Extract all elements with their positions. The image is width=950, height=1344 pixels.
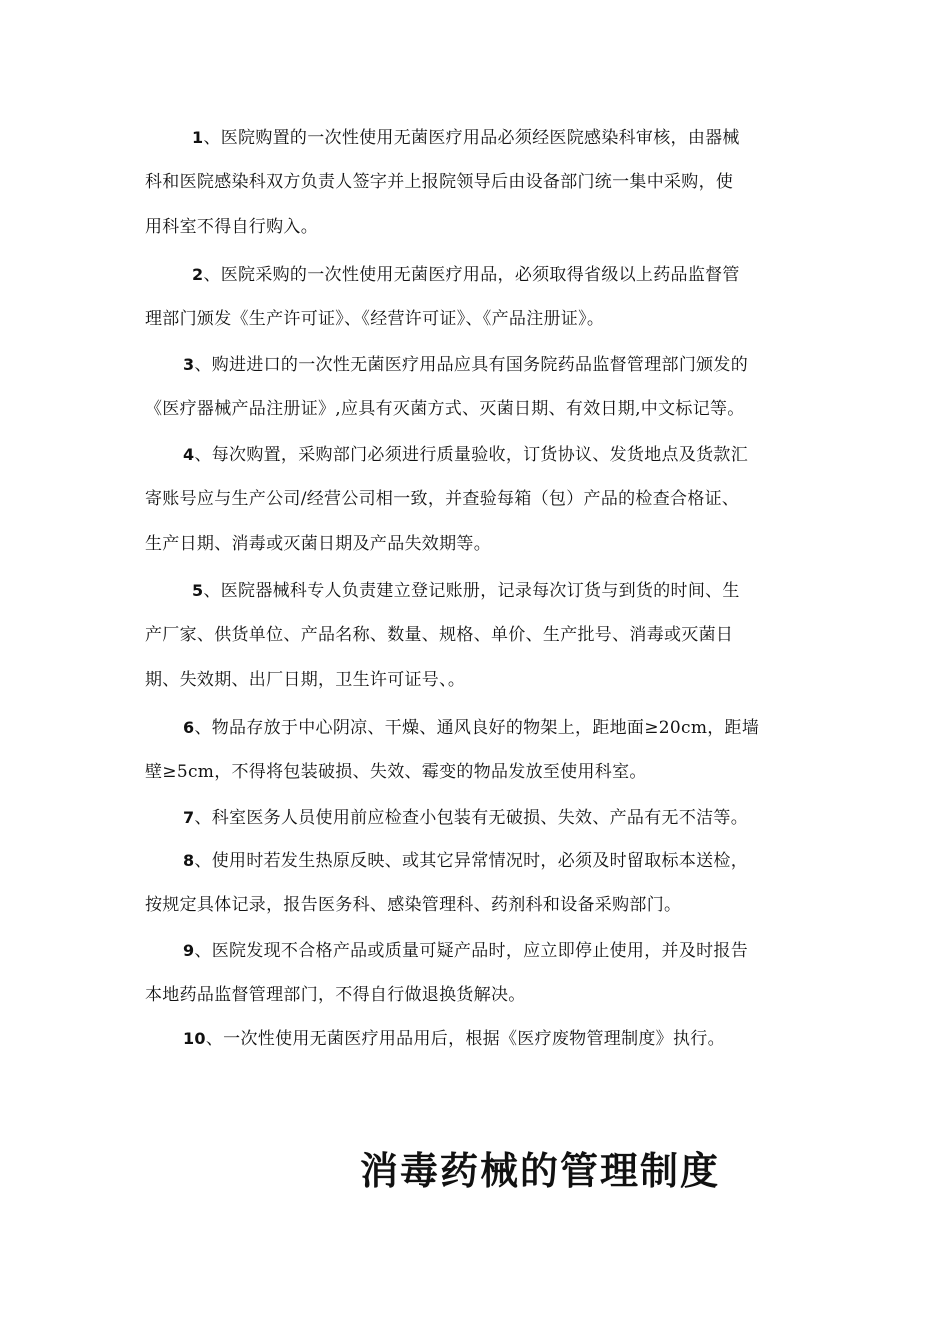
paragraph-10 [145,1016,805,1061]
paragraph-line: 科和医院感染科双方负责人签字并上报院领导后由设备部门统一集中采购，使 [145,172,734,192]
paragraph-line: 产厂家、供货单位、产品名称、数量、规格、单价、生产批号、消毒或灭菌日 [145,625,734,645]
item-text: 、物品存放于中心阴凉、干燥、通风良好的物架上，距地面≥20cm，距墙 [194,718,760,738]
item-text: 、医院采购的一次性使用无菌医疗用品，必须取得省级以上药品监督管 [203,265,740,285]
paragraph-line [145,568,805,613]
paragraph-line: 本地药品监督管理部门，不得自行做退换货解决。 [145,985,526,1005]
paragraph-8 [145,838,805,928]
item-number: 5 [192,581,204,600]
paragraph-line [145,342,805,387]
item-text: 、使用时若发生热原反映、或其它异常情况时，必须及时留取标本送检， [194,851,749,871]
item-number: 6 [183,718,195,737]
item-text: 、医院购置的一次性使用无菌医疗用品必须经医院感染科审核，由器械 [203,128,740,148]
paragraph-line: 生产日期、消毒或灭菌日期及产品失效期等。 [145,534,491,554]
paragraph-line [145,432,805,477]
item-number: 4 [183,445,195,464]
section-title: 消毒药械的管理制度 [360,1149,721,1193]
paragraph-line: 寄账号应与生产公司/经营公司相一致，并查验每箱（包）产品的检查合格证、 [145,489,740,509]
item-number: 8 [183,851,195,870]
item-number: 7 [183,808,195,827]
item-text: 、医院器械科专人负责建立登记账册，记录每次订货与到货的时间、生 [203,581,740,601]
item-text: 、一次性使用无菌医疗用品用后，根据《医疗废物管理制度》执行。 [205,1029,725,1049]
paragraph-2 [145,252,805,342]
paragraph-line [145,928,805,973]
item-number: 1 [192,128,204,147]
item-text: 、医院发现不合格产品或质量可疑产品时，应立即停止使用，并及时报告 [194,941,749,961]
paragraph-9 [145,928,805,1018]
paragraph-line [145,795,805,840]
paragraph-3 [145,342,805,432]
item-text: 、购进进口的一次性无菌医疗用品应具有国务院药品监督管理部门颁发的 [194,355,749,375]
paragraph-5 [145,568,805,703]
item-number: 2 [192,265,204,284]
paragraph-1 [145,115,805,250]
paragraph-7 [145,795,805,840]
paragraph-line [145,838,805,883]
item-number: 10 [183,1029,206,1048]
paragraph-line [145,705,805,750]
paragraph-line: 期、失效期、出厂日期，卫生许可证号、。 [145,670,466,690]
paragraph-line: 壁≥5cm，不得将包装破损、失效、霉变的物品发放至使用科室。 [145,762,647,782]
paragraph-line: 用科室不得自行购入。 [145,217,318,237]
item-number: 9 [183,941,195,960]
item-text: 、科室医务人员使用前应检查小包装有无破损、失效、产品有无不洁等。 [194,808,749,828]
paragraph-6 [145,705,805,795]
item-number: 3 [183,355,195,374]
paragraph-line: 理部门颁发《生产许可证》、《经营许可证》、《产品注册证》。 [145,309,605,329]
item-text: 、每次购置，采购部门必须进行质量验收，订货协议、发货地点及货款汇 [194,445,749,465]
paragraph-4 [145,432,805,567]
paragraph-line [145,1016,805,1061]
paragraph-line: 《医疗器械产品注册证》,应具有灭菌方式、灭菌日期、有效日期,中文标记等。 [145,399,745,419]
paragraph-line [145,252,805,297]
paragraph-line: 按规定具体记录，报告医务科、感染管理科、药剂科和设备采购部门。 [145,895,682,915]
paragraph-line [145,115,805,160]
